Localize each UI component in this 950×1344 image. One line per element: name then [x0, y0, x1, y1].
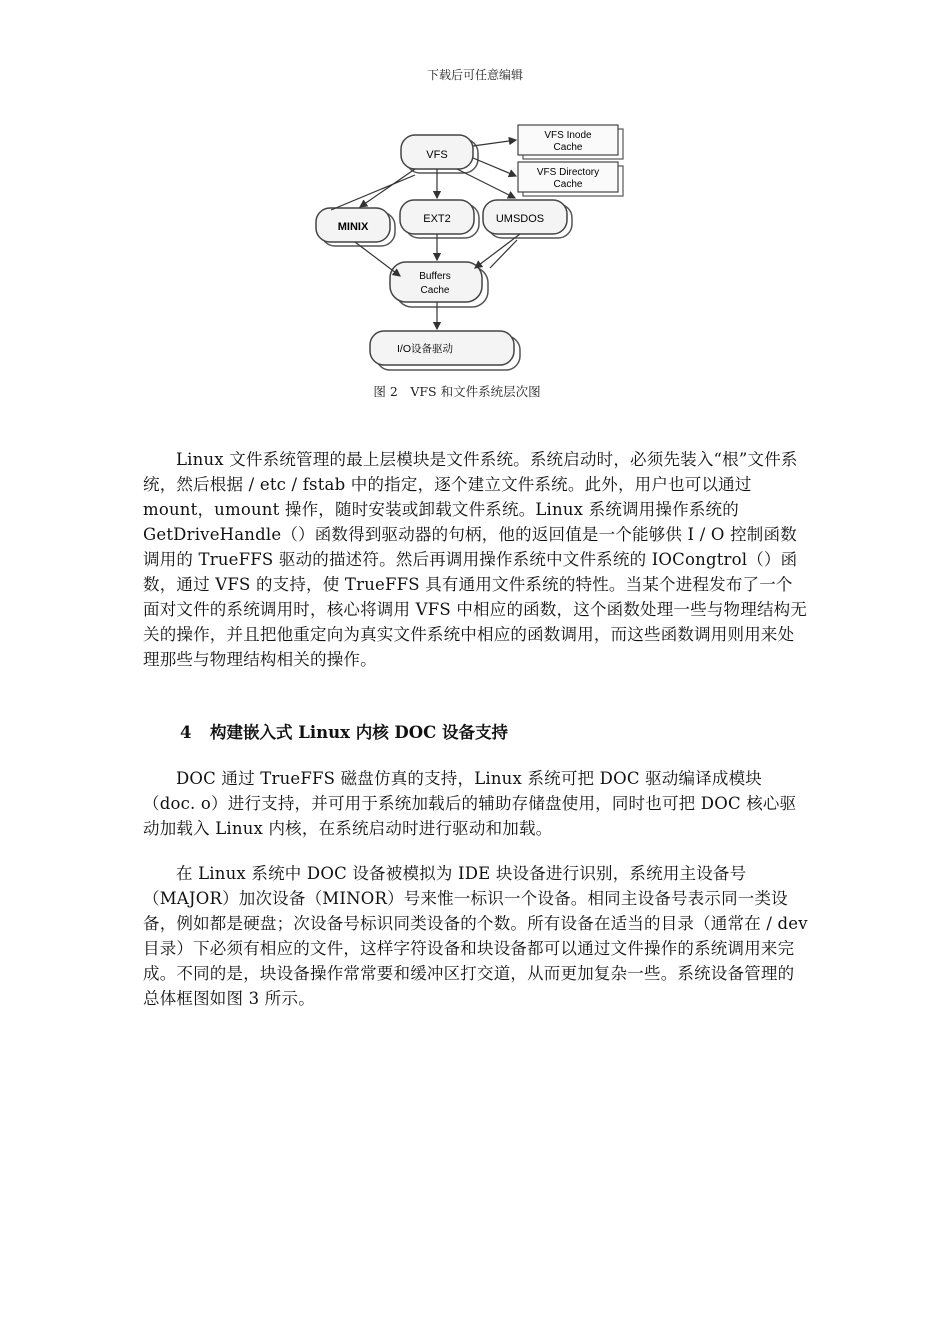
section-number: 4 — [180, 723, 192, 742]
ext2-label: EXT2 — [423, 213, 451, 225]
paragraph-2-block — [143, 766, 808, 841]
vfs-diagram — [285, 118, 630, 408]
paragraph-1: Linux 文件系统管理的最上层模块是文件系统。系统启动时，必须先装入“根”文件系统，然后根据 / etc / fstab 中的指定，逐个建立文件系统。此外，用户也可以通过 mount，umount 操作，随时安装或卸载文件系统。Linux 系统调用操作系统的 GetDriveHandle（）函数得到驱动器的句柄，他的返回值是一个能够供 I / O 控制函数调用的 TrueFFS 驱动的描述符。然后再调用操作系统中文件系统的 IOCongtrol（）函数，通过 VFS 的支持，使 TrueFFS 具有通用文件系统的特性。当某个进程发布了一个面对文件的系统调用时，核心将调用 VFS 中相应的函数，这个函数处理一些与物理结构无关的操作，并且把他重定向为真实文件系统中相应的函数调用，而这些函数调用则用来处理那些与物理结构相关的操作。 — [143, 450, 808, 669]
inode-cache-node — [518, 125, 623, 159]
umsdos-node — [483, 200, 572, 238]
buffers-cache-node — [390, 262, 488, 307]
paragraph-3-block — [143, 861, 808, 1011]
io-driver-label: I/O设备驱动 — [396, 343, 454, 355]
ext2-node — [400, 200, 479, 238]
directory-cache-node — [518, 162, 623, 196]
io-driver-node — [370, 331, 520, 370]
directory-cache-label-2: Cache — [553, 179, 583, 190]
buffers-label-2: Cache — [420, 285, 450, 296]
minix-label: MINIX — [337, 221, 369, 233]
section-heading — [180, 719, 508, 743]
buffers-label-1: Buffers — [419, 271, 451, 282]
page-header: 下载后可任意编辑 — [426, 68, 523, 82]
figure-caption: 图 2 VFS 和文件系统层次图 — [373, 384, 541, 399]
inode-cache-label-1: VFS Inode — [544, 130, 592, 141]
directory-cache-label-1: VFS Directory — [536, 167, 600, 178]
vfs-node — [401, 135, 478, 173]
umsdos-label: UMSDOS — [495, 213, 545, 225]
paragraph-3: 在 Linux 系统中 DOC 设备被模拟为 IDE 块设备进行识别，系统用主设备号（MAJOR）加次设备（MINOR）号来惟一标识一个设备。相同主设备号表示同一类设备，例如都是硬盘；次设备号标识同类设备的个数。所有设备在适当的目录（通常在 / dev 目录）下必须有相应的文件，这样字符设备和块设备都可以通过文件操作的系统调用来完成。不同的是，块设备操作常常要和缓冲区打交道，从而更加复杂一些。系统设备管理的总体框图如图 3 所示。 — [143, 864, 808, 1008]
minix-node — [316, 208, 395, 246]
inode-cache-label-2: Cache — [553, 142, 583, 153]
paragraph-2: DOC 通过 TrueFFS 磁盘仿真的支持，Linux 系统可把 DOC 驱动编译成模块（doc. o）进行支持，并可用于系统加载后的辅助存储盘使用，同时也可把 DOC 核心驱动加载入 Linux 内核，在系统启动时进行驱动和加载。 — [143, 769, 797, 838]
vfs-hierarchy-figure — [285, 118, 630, 408]
paragraph-1-block — [143, 447, 808, 672]
vfs-label: VFS — [426, 149, 448, 161]
section-title: 构建嵌入式 Linux 内核 DOC 设备支持 — [210, 723, 508, 742]
